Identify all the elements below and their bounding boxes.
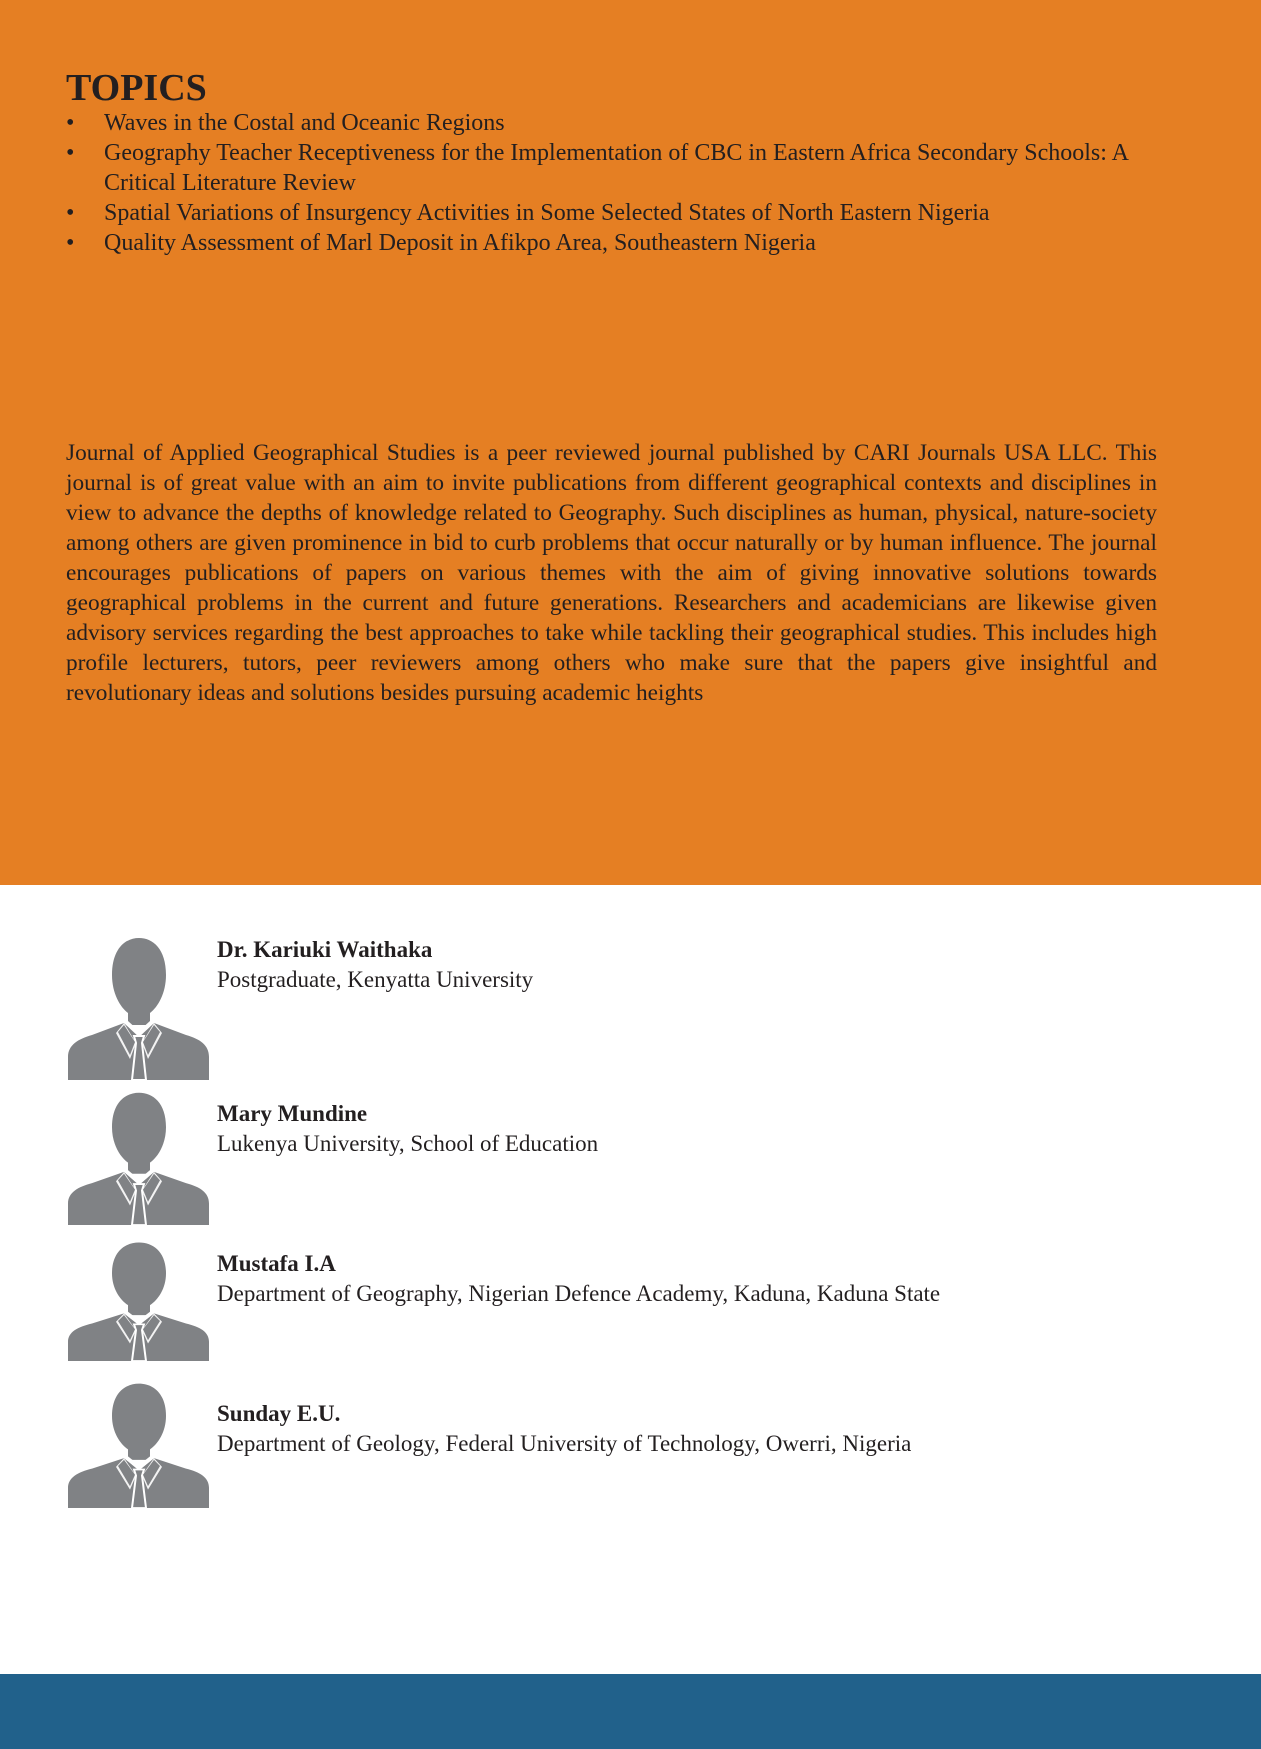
author-affiliation: Lukenya University, School of Education (217, 1131, 599, 1156)
bullet-icon: • (66, 140, 75, 166)
author-text (217, 1399, 1147, 1459)
author-text (217, 1249, 1147, 1309)
topics-heading: TOPICS (66, 67, 207, 109)
author-name: Sunday E.U. (217, 1401, 341, 1426)
topic-item (66, 228, 1158, 258)
author-affiliation: Department of Geology, Federal University of Technology, Owerri, Nigeria (217, 1431, 912, 1456)
topic-item (66, 108, 1158, 138)
topic-text: Quality Assessment of Marl Deposit in Afikpo Area, Southeastern Nigeria (104, 230, 816, 256)
topic-text: Spatial Variations of Insurgency Activities in Some Selected States of North Eastern Nigeria (104, 200, 990, 226)
author-affiliation: Department of Geography, Nigerian Defence Academy, Kaduna, Kaduna State (217, 1281, 941, 1306)
person-silhouette-icon (66, 935, 211, 1080)
person-silhouette-icon (66, 1381, 211, 1508)
topic-item (66, 138, 1158, 198)
author-name: Mustafa I.A (217, 1251, 336, 1276)
journal-description: Journal of Applied Geographical Studies is a peer reviewed journal published by CARI Journals USA LLC. This journal is of great value with an aim to invite publications from different geographical contexts and disciplines in view to advance the depths of knowledge related to Geography. Such disciplines as human, physical, nature-society among others are given prominence in bid to curb problems that occur naturally or by human influence. The journal encourages publications of papers on various themes with the aim of giving innovative solutions towards geographical problems in the current and future generations. Researchers and academicians are likewise given advisory services regarding the best approaches to take while tackling their geographical studies. This includes high profile lecturers, tutors, peer reviewers among others who make sure that the papers give insightful and revolutionary ideas and solutions besides pursuing academic heights (66, 440, 1157, 706)
bullet-icon: • (66, 230, 75, 256)
author-name: Dr. Kariuki Waithaka (217, 937, 433, 962)
person-silhouette-icon (66, 1240, 211, 1361)
footer-blue-band (0, 1674, 1261, 1749)
topic-text: Geography Teacher Receptiveness for the Implementation of CBC in Eastern Africa Secondary Schools: A Critical Literature Review (104, 140, 1128, 196)
topics-list (66, 108, 1158, 258)
topic-text: Waves in the Costal and Oceanic Regions (104, 110, 505, 136)
author-affiliation: Postgraduate, Kenyatta University (217, 967, 534, 992)
topic-item (66, 198, 1158, 228)
bullet-icon: • (66, 200, 75, 226)
person-silhouette-icon (66, 1090, 211, 1225)
author-name: Mary Mundine (217, 1101, 368, 1126)
author-text (217, 1099, 1147, 1159)
bullet-icon: • (66, 110, 75, 136)
author-text (217, 935, 1147, 995)
